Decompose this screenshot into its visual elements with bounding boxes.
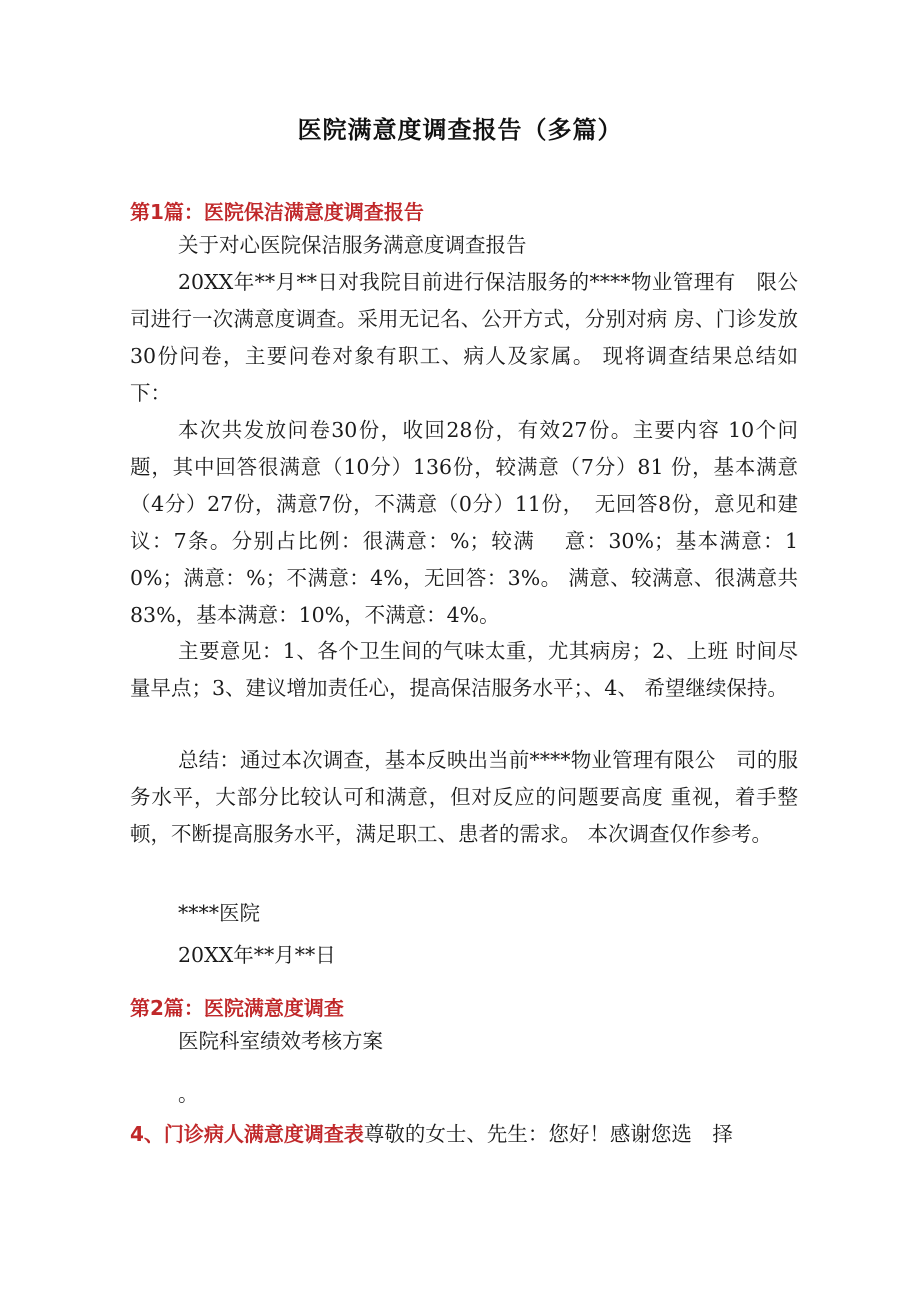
final-line-red-heading: 4、门诊病人满意度调查表 [130, 1122, 364, 1146]
final-line-body: 尊敬的女士、先生：您好！感谢您选 择 [363, 1122, 733, 1146]
signature: ****医院 [178, 901, 260, 925]
document-title: 医院满意度调查报告（多篇） [297, 116, 623, 144]
section-1-heading: 第1篇：医院保洁满意度调查报告 [130, 200, 424, 224]
section-1-paragraph-3: 主要意见：1、各个卫生间的气味太重，尤其病房；2、上班 时间尽量早点；3、建议增加责任心，提高保洁服务水平；、4、 希望继续保持。 [130, 639, 798, 700]
section-1-paragraph-2: 本次共发放问卷30份，收回28份，有效27份。主要内容 10个问题，其中回答很满意（10分）136份，较满意（7分）81 份，基本满意（4分）27份，满意7份，不满意（0分）11份， 无回答8份，意见和建议：7条。分别占比例：很满意：%；较满 意：30%；基本满意：10%；满意：%；不满意：4%，无回答：3%。 满意、较满意、很满意共83%，基本满意：10%，不满意：4%。 [130, 418, 798, 627]
section-1-paragraph-1: 20XX年**月**日对我院目前进行保洁服务的****物业管理有 限公司进行一次满意度调查。采用无记名、公开方式，分别对病 房、门诊发放30份问卷，主要问卷对象有职工、病人及家属。 现将调查结果总结如下： [130, 270, 798, 405]
section-1-subtitle: 关于对心医院保洁服务满意度调查报告 [178, 233, 527, 257]
final-line [130, 1116, 798, 1153]
section-2-trailing-mark: 。 [178, 1082, 199, 1106]
section-2-subtitle: 医院科室绩效考核方案 [178, 1029, 383, 1053]
section-2-heading: 第2篇：医院满意度调查 [130, 996, 344, 1020]
section-1-paragraph-4: 总结：通过本次调查，基本反映出当前****物业管理有限公 司的服务水平，大部分比较认可和满意，但对反应的问题要高度 重视，着手整顿，不断提高服务水平，满足职工、患者的需求。 本次调查仅作参考。 [130, 748, 798, 846]
signature-date: 20XX年**月**日 [178, 943, 336, 967]
